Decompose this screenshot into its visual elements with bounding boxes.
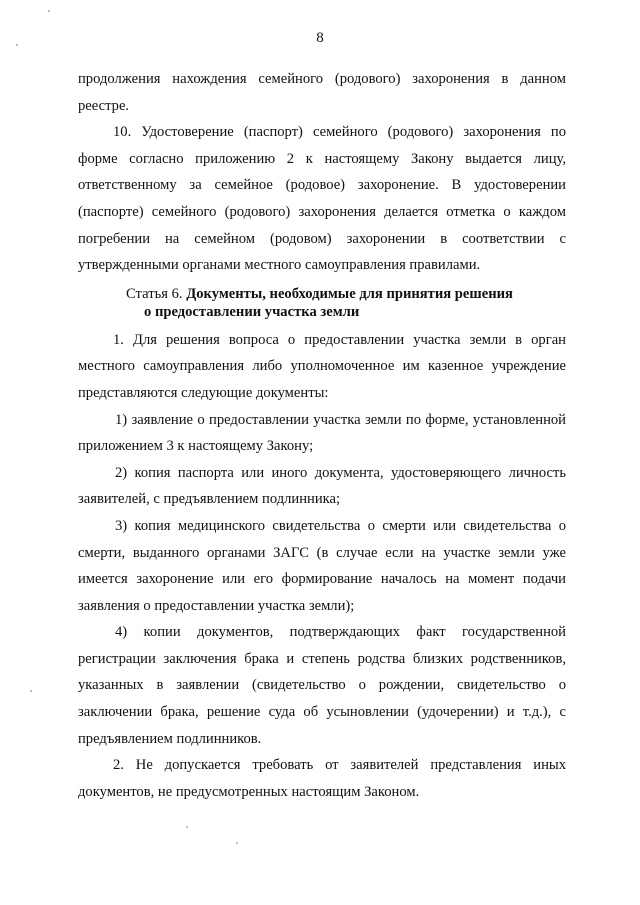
article-heading — [78, 285, 566, 321]
list-item-2: 2) копия паспорта или иного документа, удостоверяющего личность заявителей, с предъявлением подлинника; — [78, 464, 566, 508]
article-title-line2: о предоставлении участка земли — [144, 303, 360, 320]
document-body — [78, 66, 566, 805]
list-item-4: 4) копии документов, подтверждающих факт государственной регистрации заключения брака и степень родства близких родственников, указанных в заявлении (свидетельство о рождении, свидетельство о заключении брака, решение суда об усыновлении (удочерении) и т.д.), с предъявлением подлинников. — [78, 624, 566, 747]
list-item-1: 1) заявление о предоставлении участка земли по форме, установленной приложением 3 к настоящему Закону; — [78, 411, 566, 455]
list-item-3: 3) копия медицинского свидетельства о смерти или свидетельства о смерти, выданного органами ЗАГС (в случае если на участке земли уже имеется захоронение или его формирование началось на момент подачи заявления о предоставлении участка земли); — [78, 517, 566, 614]
scan-speck — [16, 44, 18, 46]
paragraph-1: 1. Для решения вопроса о предоставлении участка земли в орган местного самоуправления либо уполномоченное им казенное учреждение представляются следующие документы: — [78, 331, 566, 401]
article-label: Статья 6. — [126, 285, 183, 302]
scan-speck — [186, 826, 188, 828]
scan-speck — [30, 690, 32, 692]
page-number: 8 — [316, 30, 324, 46]
paragraph-item-10: 10. Удостоверение (паспорт) семейного (родового) захоронения по форме согласно приложению 2 к настоящему Закону выдается лицу, ответственному за семейное (родовое) захоронение. В удостоверении (паспорте) семейного (родового) захоронения делается отметка о каждом погребении на семейном (родовом) захоронении в соответствии с утвержденными органами местного самоуправления правилами. — [78, 124, 566, 274]
paragraph-2: 2. Не допускается требовать от заявителей представления иных документов, не предусмотренных настоящим Законом. — [78, 757, 566, 800]
article-title-line1: Документы, необходимые для принятия решения — [186, 285, 513, 302]
scan-speck — [236, 842, 238, 844]
paragraph-continuation: продолжения нахождения семейного (родового) захоронения в данном реестре. — [78, 71, 566, 114]
scan-speck — [48, 10, 50, 12]
